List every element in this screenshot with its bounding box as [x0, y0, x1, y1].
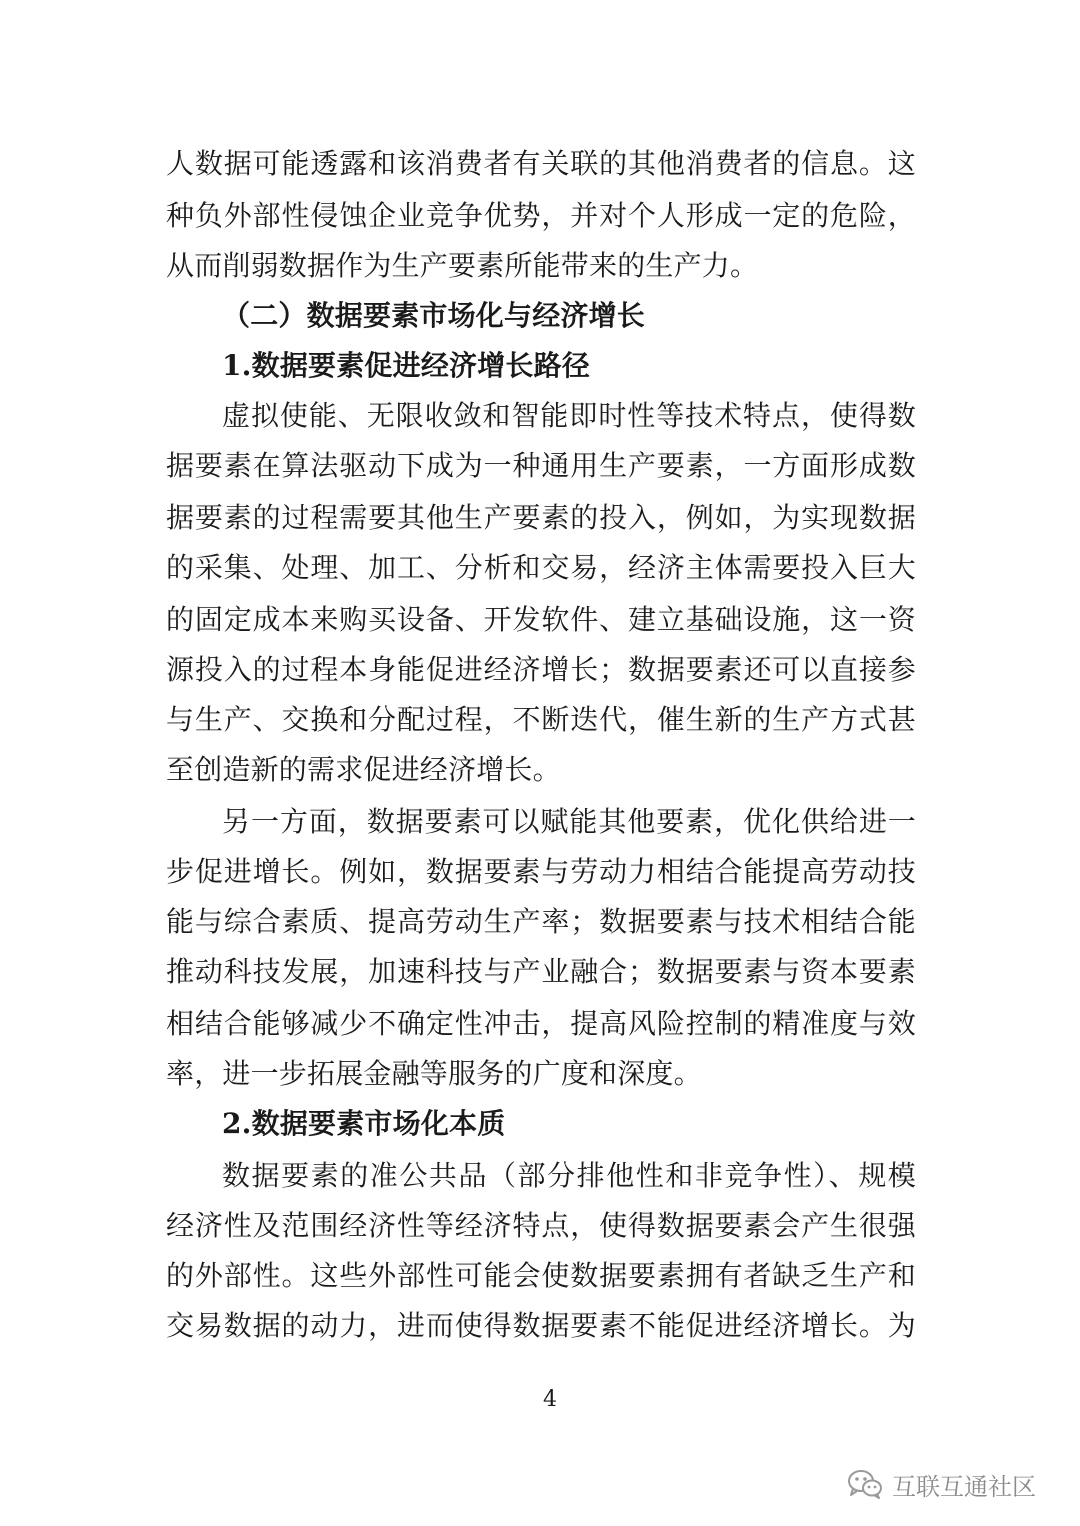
- body-line: 的固定成本来购买设备、开发软件、建立基础设施，这一资: [166, 603, 916, 636]
- body-line: 的采集、处理、加工、分析和交易，经济主体需要投入巨大: [166, 551, 916, 584]
- page-number: 4: [543, 1387, 557, 1412]
- body-line: 的外部性。这些外部性可能会使数据要素拥有者缺乏生产和: [166, 1259, 916, 1292]
- body-line: 与生产、交换和分配过程，不断迭代，催生新的生产方式甚: [166, 703, 916, 736]
- body-line: 推动科技发展，加速科技与产业融合；数据要素与资本要素: [166, 955, 916, 988]
- watermark-text: 互联互通社区: [892, 1472, 1036, 1501]
- body-line: 经济性及范围经济性等经济特点，使得数据要素会产生很强: [166, 1209, 916, 1242]
- body-line: 交易数据的动力，进而使得数据要素不能促进经济增长。为: [166, 1309, 916, 1342]
- paragraph-first-line: 虚拟使能、无限收敛和智能即时性等技术特点，使得数: [222, 399, 916, 432]
- subsection-heading: 1.数据要素促进经济增长路径: [222, 349, 591, 382]
- watermark: [846, 1464, 1036, 1504]
- paragraph-first-line: 数据要素的准公共品（部分排他性和非竞争性）、规模: [222, 1159, 916, 1192]
- subsection-heading: 2.数据要素市场化本质: [222, 1107, 506, 1140]
- body-line: 至创造新的需求促进经济增长。: [166, 753, 561, 786]
- paragraph-first-line: 另一方面，数据要素可以赋能其他要素，优化供给进一: [222, 805, 916, 838]
- body-line: 相结合能够减少不确定性冲击，提高风险控制的精准度与效: [166, 1007, 916, 1040]
- body-line: 源投入的过程本身能促进经济增长；数据要素还可以直接参: [166, 653, 916, 686]
- body-line: 步促进增长。例如，数据要素与劳动力相结合能提高劳动技: [166, 855, 916, 888]
- wechat-logo-icon: [846, 1468, 884, 1500]
- body-line: 据要素在算法驱动下成为一种通用生产要素，一方面形成数: [166, 449, 916, 482]
- body-line: 据要素的过程需要其他生产要素的投入，例如，为实现数据: [166, 501, 916, 534]
- body-line: 能与综合素质、提高劳动生产率；数据要素与技术相结合能: [166, 905, 916, 938]
- body-line: 人数据可能透露和该消费者有关联的其他消费者的信息。这: [166, 147, 916, 180]
- body-line: 从而削弱数据作为生产要素所能带来的生产力。: [166, 249, 759, 282]
- body-line: 率，进一步拓展金融等服务的广度和深度。: [166, 1057, 702, 1090]
- section-heading: （二）数据要素市场化与经济增长: [222, 299, 646, 332]
- body-line: 种负外部性侵蚀企业竞争优势，并对个人形成一定的危险，: [166, 199, 916, 232]
